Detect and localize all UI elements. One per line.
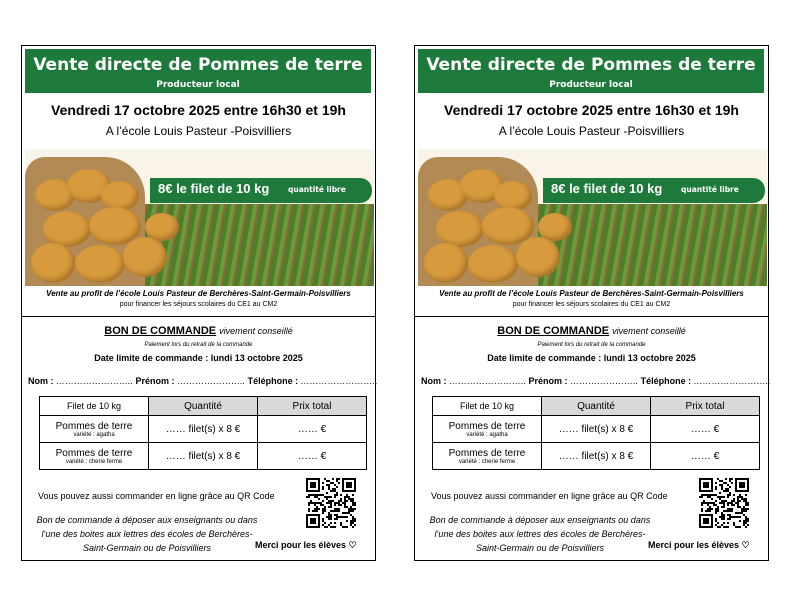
total-cell[interactable]: …… € xyxy=(258,416,367,443)
order-table xyxy=(432,396,760,470)
potato xyxy=(145,213,179,241)
price-banner xyxy=(543,178,765,203)
flyer-subtitle: Producteur local xyxy=(549,80,633,90)
sale-place: A l’école Louis Pasteur -Poisvilliers xyxy=(498,124,685,138)
potato xyxy=(516,237,560,277)
payment-note: Paiement lors du retrait de la commande xyxy=(144,342,253,348)
cause-line-2: pour financer les séjours scolaires du CE1 au CM2 xyxy=(119,301,278,308)
nom-label: Nom : xyxy=(421,376,447,386)
qr-code-icon[interactable] xyxy=(699,478,749,528)
cause-line: Vente au profit de l’école Louis Pasteur de Berchères-Saint-Germain-Poisvilliers xyxy=(46,289,351,298)
product-variety: variété : agatha xyxy=(73,431,115,438)
quantity-cell[interactable]: …… filet(s) x 8 € xyxy=(149,416,258,443)
nom-field[interactable]: …………………….. xyxy=(56,376,134,386)
product-cell xyxy=(40,416,149,443)
product-variety: variété : agatha xyxy=(466,431,508,438)
title-banner xyxy=(25,49,371,93)
product-name: Pommes de terre xyxy=(448,420,526,432)
contact-fields xyxy=(28,376,378,386)
potato xyxy=(468,245,518,283)
order-heading xyxy=(22,325,375,337)
online-order-text: Vous pouvez aussi commander en ligne grâce au QR Code xyxy=(431,491,668,501)
telephone-field[interactable]: …………………….. xyxy=(693,376,771,386)
prenom-field[interactable]: ………………….. xyxy=(570,376,639,386)
product-variety: variété : cherie ferme xyxy=(458,458,516,465)
cause-line-2: pour financer les séjours scolaires du CE1 au CM2 xyxy=(512,301,671,308)
header-quantite: Quantité xyxy=(149,397,258,416)
order-title: BON DE COMMANDE xyxy=(104,325,217,337)
title-banner xyxy=(418,49,764,93)
price-label: 8€ le filet de 10 kg xyxy=(551,181,663,196)
thanks-text: Merci pour les élèves ♡ xyxy=(255,540,357,550)
header-prix: Prix total xyxy=(651,397,760,416)
header-prix: Prix total xyxy=(258,397,367,416)
total-cell[interactable]: …… € xyxy=(258,443,367,470)
order-note: vivement conseillé xyxy=(612,326,686,336)
flyer-title: Vente directe de Pommes de terre xyxy=(33,55,363,75)
table-header xyxy=(40,397,367,416)
telephone-field[interactable]: …………………….. xyxy=(300,376,378,386)
divider xyxy=(415,316,768,317)
total-cell[interactable]: …… € xyxy=(651,416,760,443)
quantity-label: quantité libre xyxy=(681,185,739,194)
table-row xyxy=(433,443,760,470)
price-banner xyxy=(150,178,372,203)
product-cell xyxy=(433,443,542,470)
dropoff-instructions: Bon de commande à déposer aux enseignants ou dans l’une des boites aux lettres des écoles de Berchères-Saint-Germain ou de Poisvilliers xyxy=(36,515,258,553)
flyer-right xyxy=(414,45,769,561)
prenom-label: Prénom : xyxy=(135,376,175,386)
product-name: Pommes de terre xyxy=(55,447,133,459)
payment-note: Paiement lors du retrait de la commande xyxy=(537,342,646,348)
product-name: Pommes de terre xyxy=(55,420,133,432)
prenom-field[interactable]: ………………….. xyxy=(177,376,246,386)
flyer-left xyxy=(21,45,376,561)
quantity-cell[interactable]: …… filet(s) x 8 € xyxy=(542,443,651,470)
potato-field-photo xyxy=(25,149,374,286)
sale-date: Vendredi 17 octobre 2025 entre 16h30 et 19h xyxy=(51,102,346,118)
table-row xyxy=(433,416,760,443)
order-deadline: Date limite de commande : lundi 13 octobre 2025 xyxy=(94,353,303,363)
prenom-label: Prénom : xyxy=(528,376,568,386)
potato-field-photo xyxy=(418,149,767,286)
nom-field[interactable]: …………………….. xyxy=(449,376,527,386)
product-name: Pommes de terre xyxy=(448,447,526,459)
potato xyxy=(43,211,91,247)
sale-date: Vendredi 17 octobre 2025 entre 16h30 et 19h xyxy=(444,102,739,118)
potato xyxy=(538,213,572,241)
potato xyxy=(31,243,75,283)
flyer-title: Vente directe de Pommes de terre xyxy=(426,55,756,75)
total-cell[interactable]: …… € xyxy=(651,443,760,470)
qr-code-icon[interactable] xyxy=(306,478,356,528)
table-row xyxy=(40,443,367,470)
sale-place: A l’école Louis Pasteur -Poisvilliers xyxy=(105,124,292,138)
nom-label: Nom : xyxy=(28,376,54,386)
potato xyxy=(75,245,125,283)
header-filet: Filet de 10 kg xyxy=(40,397,149,416)
order-note: vivement conseillé xyxy=(219,326,293,336)
thanks-text: Merci pour les élèves ♡ xyxy=(648,540,750,550)
product-variety: variété : cherie ferme xyxy=(65,458,123,465)
order-heading xyxy=(415,325,768,337)
table-header xyxy=(433,397,760,416)
quantity-cell[interactable]: …… filet(s) x 8 € xyxy=(542,416,651,443)
price-label: 8€ le filet de 10 kg xyxy=(158,181,270,196)
potato xyxy=(123,237,167,277)
product-cell xyxy=(40,443,149,470)
dropoff-instructions: Bon de commande à déposer aux enseignants ou dans l’une des boites aux lettres des écoles de Berchères-Saint-Germain ou de Poisvilliers xyxy=(429,515,651,553)
online-order-text: Vous pouvez aussi commander en ligne grâce au QR Code xyxy=(38,491,275,501)
potato xyxy=(424,243,468,283)
quantity-label: quantité libre xyxy=(288,185,346,194)
cause-line: Vente au profit de l’école Louis Pasteur de Berchères-Saint-Germain-Poisvilliers xyxy=(439,289,744,298)
header-quantite: Quantité xyxy=(542,397,651,416)
quantity-cell[interactable]: …… filet(s) x 8 € xyxy=(149,443,258,470)
order-deadline: Date limite de commande : lundi 13 octobre 2025 xyxy=(487,353,696,363)
potato xyxy=(436,211,484,247)
product-cell xyxy=(433,416,542,443)
flyer-subtitle: Producteur local xyxy=(156,80,240,90)
order-table xyxy=(39,396,367,470)
table-row xyxy=(40,416,367,443)
telephone-label: Téléphone : xyxy=(247,376,299,386)
divider xyxy=(22,316,375,317)
order-title: BON DE COMMANDE xyxy=(497,325,610,337)
telephone-label: Téléphone : xyxy=(640,376,692,386)
header-filet: Filet de 10 kg xyxy=(433,397,542,416)
contact-fields xyxy=(421,376,771,386)
